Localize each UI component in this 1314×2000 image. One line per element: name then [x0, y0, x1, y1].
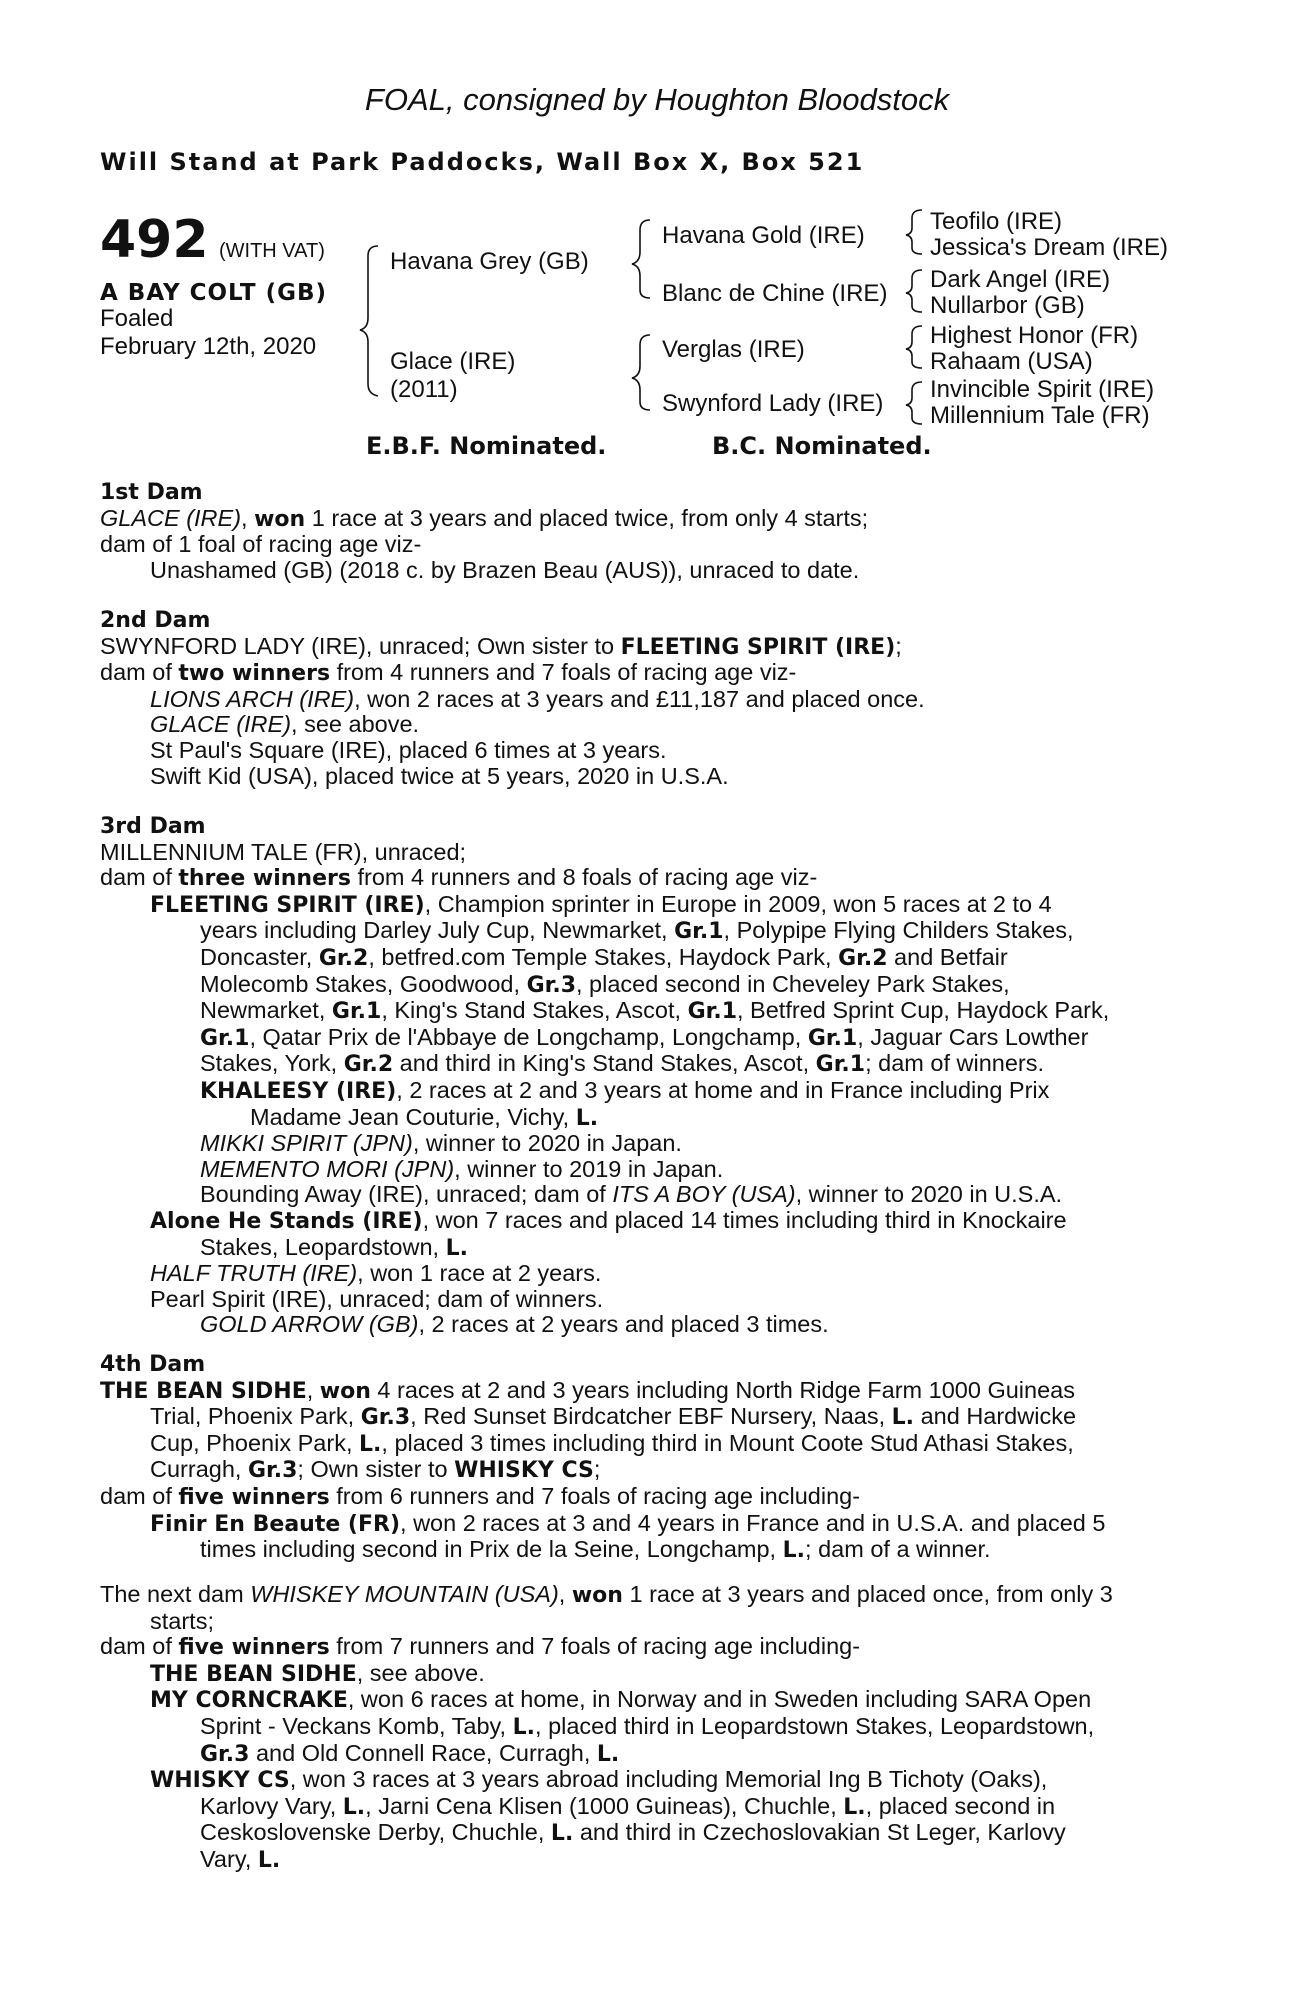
bold-text: L.: [575, 1105, 599, 1131]
text-run: , betfred.com Temple Stakes, Haydock Park,: [368, 943, 839, 970]
bold-text: L.: [512, 1714, 536, 1740]
section-body: [100, 634, 1210, 790]
pedigree-sire: Havana Grey (GB): [390, 248, 589, 275]
text-run: , Qatar Prix de l'Abbaye de Longchamp, Longchamp,: [249, 1023, 808, 1050]
bold-text: THE BEAN SIDHE: [150, 1661, 357, 1687]
bold-text: L.: [550, 1821, 574, 1847]
section-heading: 2nd Dam: [100, 608, 211, 633]
text-run: , placed second in: [865, 1792, 1056, 1819]
text-run: ,: [558, 1581, 572, 1607]
text-run: Ceskoslovenske Derby, Chuchle,: [200, 1819, 551, 1846]
bold-text: two winners: [178, 661, 331, 687]
text-run: The next dam: [100, 1581, 251, 1607]
text-line: [100, 1794, 1210, 1821]
text-run: Stakes, Leopardstown,: [200, 1233, 446, 1260]
foaled-label: Foaled: [100, 305, 174, 332]
bold-text: FLEETING SPIRIT (IRE): [150, 892, 425, 918]
bold-text: WHISKY CS: [454, 1458, 594, 1484]
text-run: Pearl Spirit (IRE), unraced; dam of winners.: [150, 1285, 604, 1312]
text-line: [100, 1208, 1210, 1235]
text-run: , 2 races at 2 years and placed 3 times.: [418, 1311, 829, 1338]
text-run: dam of: [100, 1482, 179, 1509]
text-run: ;: [895, 632, 902, 659]
bold-text: five winners: [178, 1484, 330, 1510]
text-line: [100, 1609, 1210, 1635]
text-line: [100, 1687, 1210, 1714]
bold-text: won: [319, 1378, 371, 1404]
fourth-dam-section: [100, 1352, 1210, 1564]
bold-text: Gr.1: [807, 1025, 858, 1051]
section-body: [100, 506, 1210, 584]
section-heading: 1st Dam: [100, 480, 203, 505]
text-line: [100, 1235, 1210, 1262]
pedigree-gg5: Highest Honor (FR): [930, 322, 1139, 349]
bold-text: Gr.3: [200, 1741, 250, 1767]
text-run: , see above.: [291, 711, 420, 738]
text-line: [100, 998, 1210, 1025]
text-run: dam of: [100, 864, 179, 891]
italic-text: WHISKEY MOUNTAIN (USA): [250, 1581, 559, 1607]
text-line: [100, 1457, 1210, 1484]
pedigree-dam-sire: Verglas (IRE): [662, 336, 805, 363]
bold-text: won: [571, 1583, 623, 1608]
pedigree-gg3: Dark Angel (IRE): [930, 266, 1111, 293]
text-run: ; dam of a winner.: [805, 1536, 991, 1563]
ebf-nomination: E.B.F. Nominated.: [366, 432, 607, 460]
bold-text: Gr.3: [247, 1458, 298, 1484]
bold-text: won: [254, 506, 306, 532]
text-line: [100, 764, 1210, 790]
bold-text: L.: [445, 1235, 468, 1261]
text-line: [100, 687, 1210, 713]
text-run: , Jarni Cena Klisen (1000 Guineas), Chuchle,: [365, 1792, 844, 1819]
section-body: [100, 1582, 1210, 1874]
text-run: and Betfair: [887, 943, 1008, 970]
text-line: [100, 918, 1210, 945]
text-run: and Hardwicke: [914, 1403, 1077, 1430]
italic-text: LIONS ARCH (IRE): [150, 685, 355, 712]
bold-text: three winners: [178, 866, 351, 892]
text-line: [100, 660, 1210, 687]
text-run: 1 race at 3 years and placed once, from only 3: [622, 1581, 1113, 1607]
text-run: dam of: [100, 1633, 179, 1660]
text-run: Cup, Phoenix Park,: [150, 1429, 359, 1456]
text-line: [100, 865, 1210, 892]
text-line: [100, 1484, 1210, 1511]
text-run: starts;: [150, 1607, 214, 1634]
text-run: 1 race at 3 years and placed twice, from only 4 starts;: [305, 504, 869, 531]
text-run: , placed 3 times including third in Mount Coote Stud Athasi Stakes,: [381, 1429, 1074, 1456]
bold-text: Gr.1: [331, 999, 382, 1025]
text-run: years including Darley July Cup, Newmarket,: [200, 917, 675, 944]
text-line: [100, 1051, 1210, 1078]
horse-description: A BAY COLT (GB): [100, 280, 328, 306]
text-run: Madame Jean Couturie, Vichy,: [250, 1103, 576, 1130]
text-run: and Old Connell Race, Curragh,: [249, 1739, 597, 1766]
bold-text: Gr.1: [687, 999, 737, 1025]
text-line: [100, 506, 1210, 533]
italic-text: GOLD ARROW (GB): [200, 1311, 419, 1338]
pedigree-sire-dam: Blanc de Chine (IRE): [662, 280, 888, 307]
pedigree-dam: Glace (IRE): [390, 348, 516, 375]
text-line: [100, 1261, 1210, 1287]
text-line: [100, 712, 1210, 738]
text-line: [100, 1634, 1210, 1661]
text-run: , Polypipe Flying Childers Stakes,: [723, 917, 1074, 944]
text-line: [100, 1131, 1210, 1157]
text-run: and third in Czechoslovakian St Leger, Karlovy: [573, 1819, 1066, 1846]
text-run: , won 6 races at home, in Norway and in Sweden including SARA Open: [347, 1686, 1092, 1713]
text-line: [100, 1157, 1210, 1183]
text-run: MILLENNIUM TALE (FR), unraced;: [100, 838, 467, 865]
text-line: [100, 892, 1210, 919]
foaled-date: February 12th, 2020: [100, 333, 317, 360]
italic-text: ITS A BOY (USA): [612, 1181, 796, 1208]
section-heading: 4th Dam: [100, 1352, 206, 1377]
text-line: [100, 1182, 1210, 1208]
bold-text: Gr.2: [838, 945, 888, 971]
text-line: [100, 1767, 1210, 1794]
text-line: [100, 1537, 1210, 1564]
text-run: Doncaster,: [200, 943, 319, 970]
text-line: [100, 1820, 1210, 1847]
text-line: [100, 1847, 1210, 1874]
text-run: from 7 runners and 7 foals of racing age including-: [329, 1633, 861, 1660]
text-line: [100, 1105, 1210, 1132]
pedigree-gg1: Teofilo (IRE): [930, 208, 1063, 235]
bold-text: WHISKY CS: [150, 1768, 290, 1794]
section-body: [100, 840, 1210, 1338]
bold-text: Gr.1: [200, 1025, 250, 1051]
bold-text: five winners: [178, 1635, 330, 1661]
italic-text: MIKKI SPIRIT (JPN): [200, 1130, 413, 1157]
text-line: [100, 1582, 1210, 1609]
second-dam-section: [100, 608, 1210, 789]
text-line: [100, 532, 1210, 558]
text-run: , won 2 races at 3 and 4 years in France and in U.S.A. and placed 5: [400, 1509, 1106, 1536]
italic-text: MEMENTO MORI (JPN): [200, 1155, 455, 1182]
text-run: Molecomb Stakes, Goodwood,: [200, 970, 527, 997]
text-run: Vary,: [200, 1845, 258, 1872]
bold-text: Finir En Beaute (FR): [150, 1511, 401, 1537]
stand-location: Will Stand at Park Paddocks, Wall Box X, Box 521: [100, 148, 865, 176]
text-run: times including second in Prix de la Seine, Longchamp,: [200, 1536, 783, 1563]
text-run: , Jaguar Cars Lowther: [857, 1023, 1089, 1050]
text-line: [100, 738, 1210, 764]
text-run: ; dam of winners.: [865, 1050, 1045, 1077]
text-run: Stakes, York,: [200, 1050, 344, 1077]
italic-text: GLACE (IRE): [150, 711, 292, 738]
pedigree-gg7: Invincible Spirit (IRE): [930, 376, 1155, 403]
text-run: Sprint - Veckans Komb, Taby,: [200, 1712, 513, 1739]
text-line: [100, 1714, 1210, 1741]
bold-text: Gr.3: [360, 1405, 411, 1431]
pedigree-sire-sire: Havana Gold (IRE): [662, 222, 865, 249]
text-run: Trial, Phoenix Park,: [150, 1403, 361, 1430]
text-run: , winner to 2020 in Japan.: [412, 1130, 682, 1157]
bold-text: L.: [257, 1847, 281, 1873]
text-run: dam of 1 foal of racing age viz-: [100, 531, 422, 558]
bold-text: Gr.1: [674, 919, 724, 945]
text-line: [100, 972, 1210, 999]
text-line: [100, 1025, 1210, 1052]
pedigree-dam-dam: Swynford Lady (IRE): [662, 390, 884, 417]
text-line: [100, 634, 1210, 661]
pedigree-gg8: Millennium Tale (FR): [930, 402, 1150, 429]
text-line: [100, 1287, 1210, 1313]
text-run: ,: [241, 504, 255, 531]
bold-text: L.: [843, 1794, 866, 1820]
third-dam-section: [100, 814, 1210, 1338]
text-run: Bounding Away (IRE), unraced; dam of: [200, 1181, 613, 1208]
text-line: [100, 1741, 1210, 1768]
text-run: Unashamed (GB) (2018 c. by Brazen Beau (AUS)), unraced to date.: [150, 556, 860, 583]
text-run: ; Own sister to: [297, 1456, 455, 1483]
bold-text: L.: [596, 1741, 620, 1767]
text-run: , 2 races at 2 and 3 years at home and in France including Prix: [396, 1076, 1050, 1103]
text-run: , see above.: [356, 1659, 485, 1686]
bold-text: KHALEESY (IRE): [200, 1078, 397, 1104]
next-dam-section: [100, 1582, 1210, 1874]
italic-text: GLACE (IRE): [100, 504, 242, 531]
text-run: , won 1 race at 2 years.: [357, 1260, 602, 1287]
bold-text: L.: [891, 1405, 915, 1431]
text-run: , placed second in Cheveley Park Stakes,: [576, 970, 1010, 997]
pedigree-gg6: Rahaam (USA): [930, 348, 1093, 375]
text-line: [100, 1431, 1210, 1458]
text-run: , Red Sunset Birdcatcher EBF Nursery, Naas,: [410, 1403, 892, 1430]
lot-number: 492: [100, 210, 209, 270]
vat-note: (WITH VAT): [219, 240, 325, 262]
bold-text: L.: [342, 1794, 366, 1820]
text-run: from 4 runners and 7 foals of racing age viz-: [330, 659, 797, 686]
italic-text: HALF TRUTH (IRE): [150, 1260, 358, 1287]
text-line: [100, 1661, 1210, 1688]
pedigree-gg2: Jessica's Dream (IRE): [930, 234, 1168, 261]
text-line: [100, 945, 1210, 972]
text-run: , King's Stand Stakes, Ascot,: [381, 997, 688, 1024]
text-line: [100, 1404, 1210, 1431]
bc-nomination: B.C. Nominated.: [712, 432, 932, 460]
text-run: Swift Kid (USA), placed twice at 5 years, 2020 in U.S.A.: [150, 762, 729, 789]
text-run: , winner to 2019 in Japan.: [454, 1155, 724, 1182]
bold-text: MY CORNCRAKE: [150, 1688, 348, 1714]
text-line: [100, 840, 1210, 866]
text-run: St Paul's Square (IRE), placed 6 times at 3 years.: [150, 736, 667, 763]
text-line: [100, 1078, 1210, 1105]
text-run: dam of: [100, 659, 179, 686]
bold-text: Gr.3: [526, 972, 576, 998]
bold-text: L.: [359, 1431, 382, 1457]
text-run: , Champion sprinter in Europe in 2009, won 5 races at 2 to 4: [424, 890, 1052, 917]
pedigree-gg4: Nullarbor (GB): [930, 292, 1085, 319]
section-body: [100, 1378, 1210, 1564]
text-line: [100, 1312, 1210, 1338]
text-run: , won 2 races at 3 years and £11,187 and placed once.: [354, 685, 925, 712]
text-run: from 4 runners and 8 foals of racing age viz-: [350, 864, 818, 891]
text-line: [100, 1511, 1210, 1538]
text-run: , Betfred Sprint Cup, Haydock Park,: [737, 997, 1110, 1024]
pedigree-dam-year: (2011): [390, 376, 458, 403]
text-run: Curragh,: [150, 1456, 248, 1483]
text-run: Karlovy Vary,: [200, 1792, 343, 1819]
text-run: ;: [593, 1456, 601, 1483]
bold-text: FLEETING SPIRIT (IRE): [620, 634, 896, 660]
text-run: from 6 runners and 7 foals of racing age including-: [329, 1482, 861, 1509]
bold-text: L.: [782, 1538, 806, 1564]
text-run: Newmarket,: [200, 997, 332, 1024]
text-run: , won 7 races and placed 14 times including third in Knockaire: [422, 1206, 1067, 1233]
text-line: [100, 1378, 1210, 1405]
bold-text: Gr.2: [318, 945, 369, 971]
first-dam-section: [100, 480, 1210, 583]
text-run: SWYNFORD LADY (IRE), unraced; Own sister to: [100, 632, 621, 659]
text-run: , placed third in Leopardstown Stakes, Leopardstown,: [535, 1712, 1095, 1739]
bold-text: Alone He Stands (IRE): [150, 1208, 423, 1234]
text-run: and third in King's Stand Stakes, Ascot,: [393, 1050, 816, 1077]
bold-text: Gr.2: [343, 1052, 394, 1078]
consignor-line: FOAL, consigned by Houghton Bloodstock: [364, 82, 950, 117]
bold-text: Gr.1: [815, 1052, 866, 1078]
bold-text: THE BEAN SIDHE: [100, 1378, 307, 1404]
text-run: ,: [306, 1376, 320, 1403]
text-line: [100, 558, 1210, 584]
section-heading: 3rd Dam: [100, 814, 206, 839]
text-run: 4 races at 2 and 3 years including North Ridge Farm 1000 Guineas: [370, 1376, 1075, 1403]
text-run: , winner to 2020 in U.S.A.: [795, 1181, 1063, 1208]
text-run: , won 3 races at 3 years abroad including Memorial Ing B Tichoty (Oaks),: [289, 1766, 1048, 1793]
